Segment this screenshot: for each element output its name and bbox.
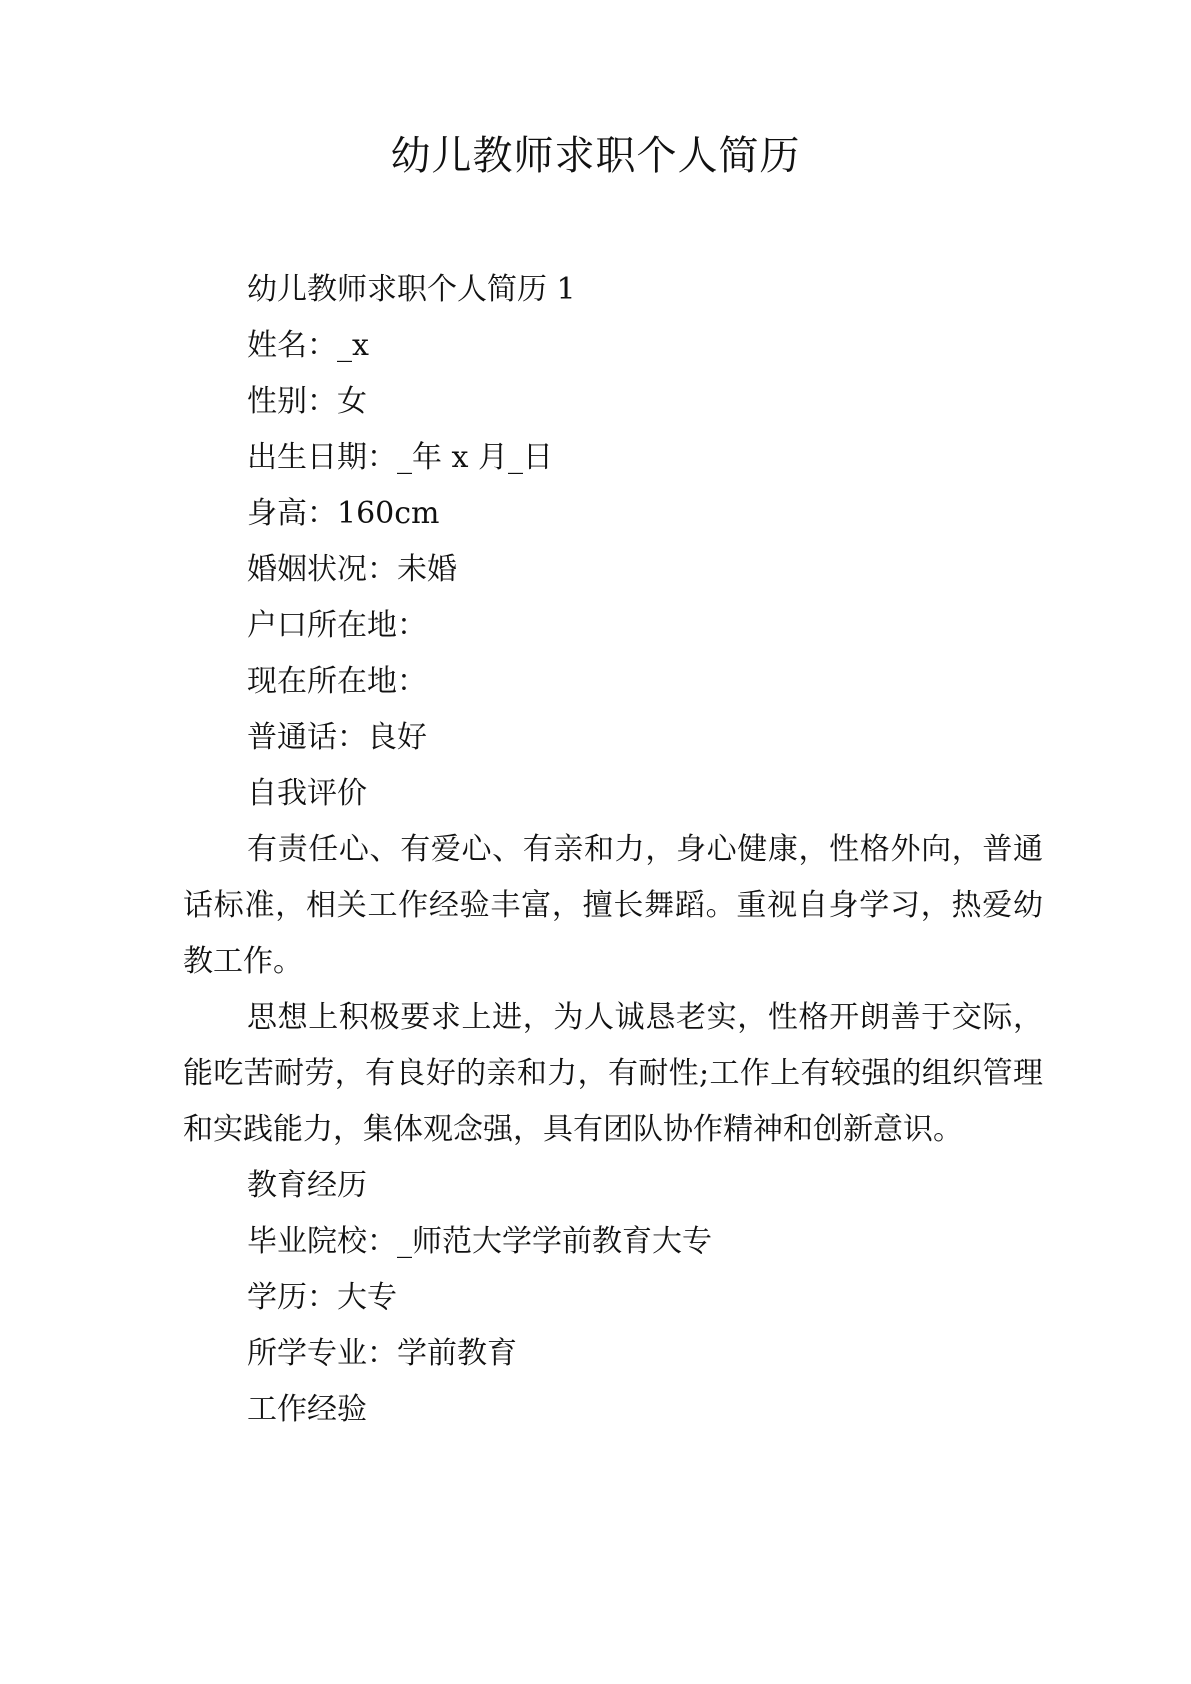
household-registration-line: 户口所在地： (247, 608, 427, 643)
self-evaluation-paragraph-2: 思想上积极要求上进，为人诚恳老实，性格开朗善于交际，能吃苦耐劳，有良好的亲和力，有耐性;工作上有较强的组织管理和实践能力，集体观念强，具有团队协作精神和创新意识。 (183, 1000, 1043, 1147)
marital-status-line: 婚姻状况：未婚 (247, 552, 457, 587)
self-evaluation-heading: 自我评价 (247, 776, 367, 811)
self-evaluation-paragraph-1: 有责任心、有爱心、有亲和力，身心健康，性格外向，普通话标准，相关工作经验丰富，擅长舞蹈。重视自身学习，热爱幼教工作。 (183, 832, 1043, 979)
major-line: 所学专业：学前教育 (247, 1336, 517, 1371)
document-title: 幼儿教师求职个人简历 (390, 133, 801, 179)
document-body (183, 262, 1043, 1438)
current-location-line: 现在所在地： (247, 664, 427, 699)
school-line: 毕业院校：_师范大学学前教育大专 (247, 1224, 712, 1259)
name-line: 姓名：_x (247, 328, 369, 363)
degree-line: 学历：大专 (247, 1280, 397, 1315)
mandarin-line: 普通话：良好 (247, 720, 427, 755)
education-heading: 教育经历 (247, 1168, 367, 1203)
work-experience-heading: 工作经验 (247, 1392, 367, 1427)
gender-line: 性别：女 (247, 384, 367, 419)
height-line: 身高：160cm (247, 496, 440, 531)
resume-heading: 幼儿教师求职个人简历 1 (247, 272, 576, 307)
birthdate-line: 出生日期：_年 x 月_日 (247, 440, 553, 475)
